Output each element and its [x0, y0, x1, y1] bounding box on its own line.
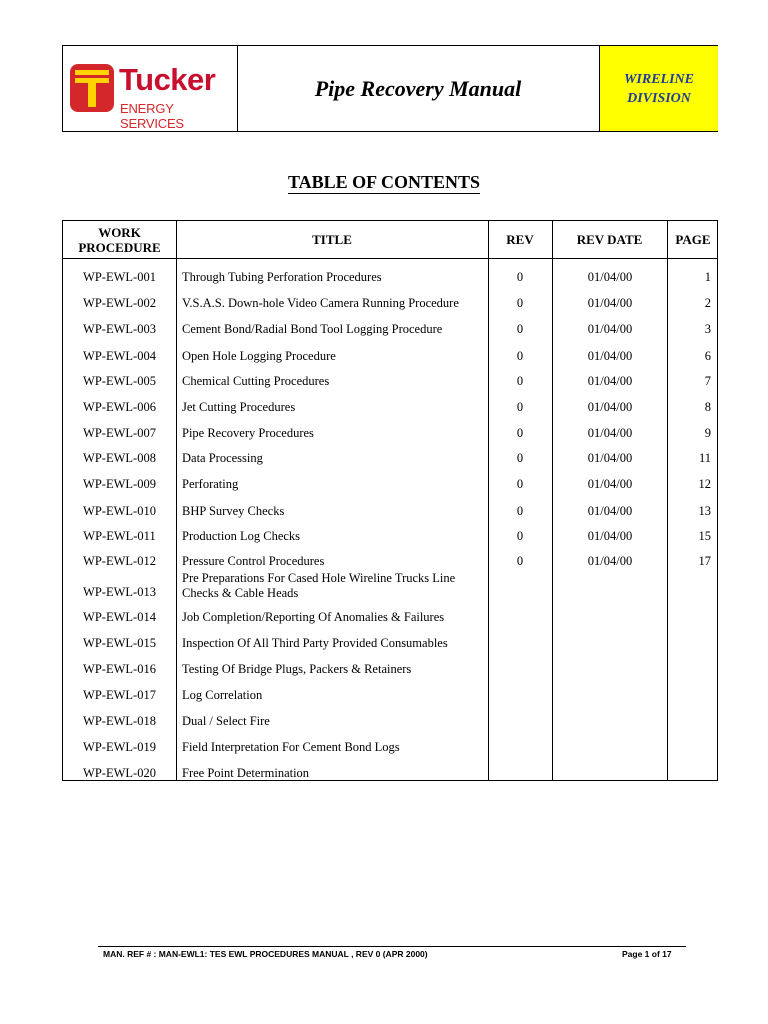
footer-page-number: Page 1 of 17	[622, 949, 672, 959]
division-label	[599, 46, 718, 131]
row-rev-date: 01/04/00	[587, 270, 633, 284]
logo-subtitle: ENERGY SERVICES	[120, 101, 184, 131]
row-rev: 0	[516, 426, 524, 440]
row-title: Pre Preparations For Cased Hole Wireline Trucks Line Checks & Cable Heads	[182, 571, 456, 600]
row-title: Jet Cutting Procedures	[182, 400, 296, 414]
row-title: Open Hole Logging Procedure	[182, 349, 336, 363]
row-page: 11	[698, 451, 711, 465]
row-page: 17	[698, 554, 711, 568]
column-header-page: PAGE	[675, 232, 711, 247]
row-title: Log Correlation	[182, 688, 263, 702]
row-rev-date: 01/04/00	[587, 322, 633, 336]
page-title: TABLE OF CONTENTS	[287, 172, 481, 192]
row-rev-date: 01/04/00	[587, 451, 633, 465]
contents-table	[62, 220, 718, 781]
row-title: Chemical Cutting Procedures	[182, 374, 330, 388]
row-work-procedure: WP-EWL-006	[83, 400, 156, 414]
row-rev: 0	[516, 296, 524, 310]
column-header-title: TITLE	[312, 232, 352, 247]
column-header-work-procedure: WORK PROCEDURE	[78, 224, 161, 255]
row-rev-date: 01/04/00	[587, 426, 633, 440]
row-page: 13	[698, 504, 711, 518]
row-rev: 0	[516, 400, 524, 414]
row-work-procedure: WP-EWL-014	[83, 610, 156, 624]
row-rev: 0	[516, 529, 524, 543]
row-rev-date: 01/04/00	[587, 374, 633, 388]
manual-title: Pipe Recovery Manual	[314, 75, 522, 101]
column-header-rev: REV	[506, 232, 534, 247]
row-page: 15	[698, 529, 711, 543]
row-work-procedure: WP-EWL-004	[83, 349, 156, 363]
row-rev-date: 01/04/00	[587, 296, 633, 310]
row-title: Testing Of Bridge Plugs, Packers & Retainers	[182, 662, 412, 676]
row-work-procedure: WP-EWL-019	[83, 740, 156, 754]
row-rev-date: 01/04/00	[587, 477, 633, 491]
row-title: Data Processing	[182, 451, 263, 465]
row-rev: 0	[516, 477, 524, 491]
header-divider	[63, 258, 717, 259]
row-page: 2	[704, 296, 711, 310]
row-rev: 0	[516, 451, 524, 465]
row-title: Through Tubing Perforation Procedures	[182, 270, 382, 284]
division-line-2: DIVISION	[627, 90, 691, 106]
row-rev-date: 01/04/00	[587, 349, 633, 363]
footer-rule	[98, 946, 686, 947]
row-work-procedure: WP-EWL-002	[83, 296, 156, 310]
row-work-procedure: WP-EWL-012	[83, 554, 156, 568]
division-line-1: WIRELINE	[623, 71, 695, 87]
row-title: Dual / Select Fire	[182, 714, 270, 728]
row-title: Free Point Determination	[182, 766, 310, 780]
footer-reference: MAN. REF # : MAN-EWL1: TES EWL PROCEDURES MANUAL , REV 0 (APR 2000)	[103, 949, 428, 959]
row-title: Production Log Checks	[182, 529, 301, 543]
row-page: 1	[704, 270, 711, 284]
row-rev-date: 01/04/00	[587, 400, 633, 414]
row-work-procedure: WP-EWL-016	[83, 662, 156, 676]
company-logo	[63, 46, 238, 131]
row-work-procedure: WP-EWL-008	[83, 451, 156, 465]
row-title: Perforating	[182, 477, 239, 491]
row-work-procedure: WP-EWL-017	[83, 688, 156, 702]
row-rev-date: 01/04/00	[587, 554, 633, 568]
row-work-procedure: WP-EWL-011	[83, 529, 156, 543]
row-work-procedure: WP-EWL-007	[83, 426, 156, 440]
row-work-procedure: WP-EWL-020	[83, 766, 156, 780]
row-rev: 0	[516, 270, 524, 284]
row-rev: 0	[516, 322, 524, 336]
row-title: Pipe Recovery Procedures	[182, 426, 314, 440]
row-work-procedure: WP-EWL-015	[83, 636, 156, 650]
row-work-procedure: WP-EWL-010	[83, 504, 156, 518]
row-rev-date: 01/04/00	[587, 504, 633, 518]
row-work-procedure: WP-EWL-009	[83, 477, 156, 491]
row-title: V.S.A.S. Down-hole Video Camera Running Procedure	[182, 296, 459, 310]
row-title: Field Interpretation For Cement Bond Logs	[182, 740, 400, 754]
row-rev: 0	[516, 374, 524, 388]
document-header	[62, 45, 718, 132]
row-work-procedure: WP-EWL-003	[83, 322, 156, 336]
logo-name: Tucker	[119, 62, 216, 97]
row-page: 3	[704, 322, 711, 336]
tucker-logo-icon	[69, 63, 115, 113]
row-page: 8	[704, 400, 711, 414]
row-title: Pressure Control Procedures	[182, 554, 325, 568]
row-title: Inspection Of All Third Party Provided Consumables	[182, 636, 448, 650]
row-title: Cement Bond/Radial Bond Tool Logging Procedure	[182, 322, 443, 336]
row-rev: 0	[516, 554, 524, 568]
row-page: 9	[704, 426, 711, 440]
row-work-procedure: WP-EWL-005	[83, 374, 156, 388]
row-title: BHP Survey Checks	[182, 504, 285, 518]
row-page: 7	[704, 374, 711, 388]
row-work-procedure: WP-EWL-018	[83, 714, 156, 728]
column-header-rev-date: REV DATE	[576, 232, 643, 247]
row-page: 12	[698, 477, 711, 491]
row-work-procedure: WP-EWL-013	[83, 585, 156, 599]
row-work-procedure: WP-EWL-001	[83, 270, 156, 284]
row-rev-date: 01/04/00	[587, 529, 633, 543]
row-rev: 0	[516, 504, 524, 518]
row-rev: 0	[516, 349, 524, 363]
row-title: Job Completion/Reporting Of Anomalies & Failures	[182, 610, 445, 624]
row-page: 6	[704, 349, 711, 363]
column-divider	[176, 221, 177, 780]
